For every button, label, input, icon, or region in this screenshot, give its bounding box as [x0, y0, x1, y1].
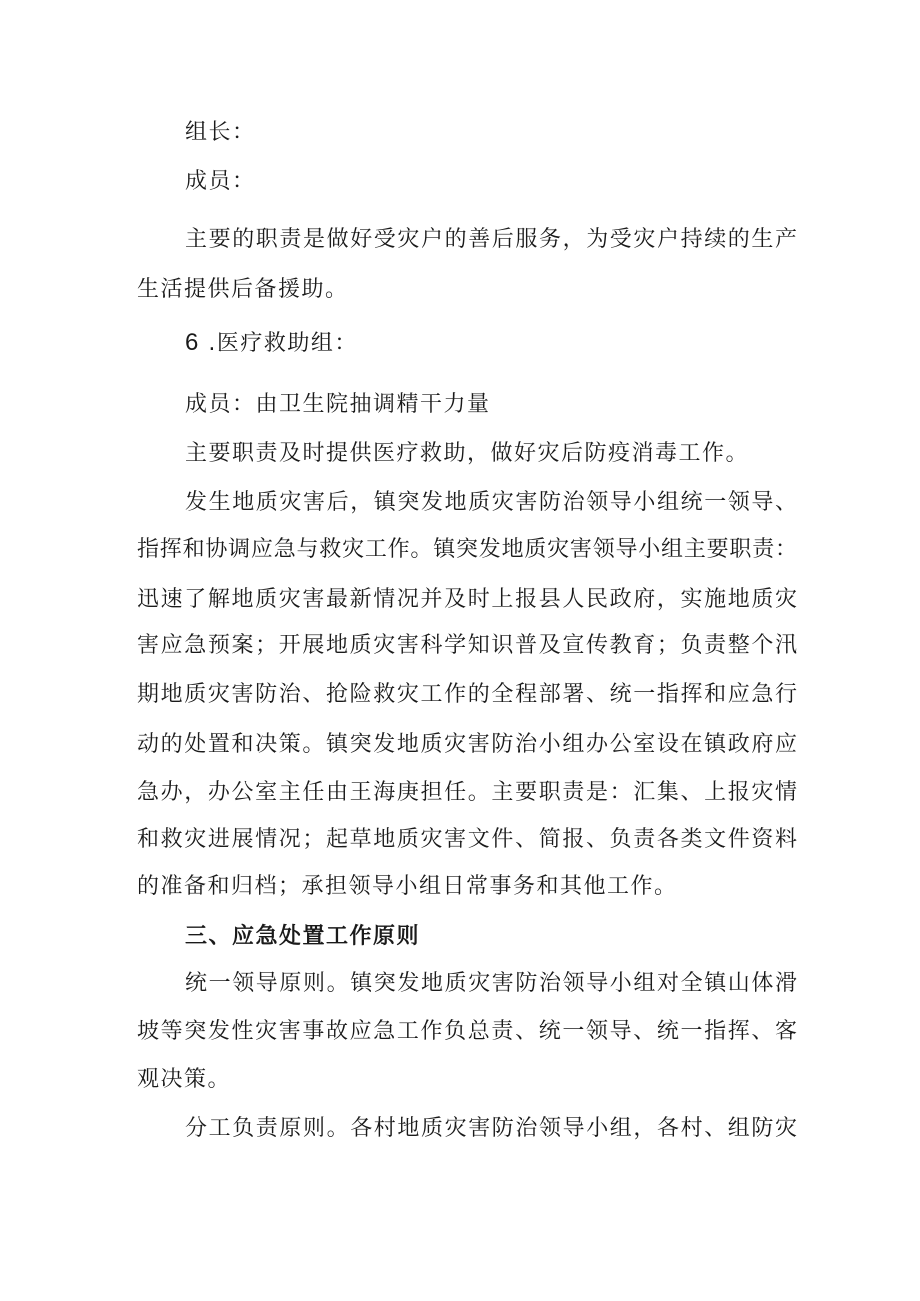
paragraph-line: 指挥和协调应急与救灾工作。镇突发地质灾害领导小组主要职责：	[137, 537, 797, 562]
paragraph-line: 迅速了解地质灾害最新情况并及时上报县人民政府，实施地质灾	[137, 587, 797, 612]
medical-group-heading	[185, 328, 358, 358]
paragraph-line: 生活提供后备援助。	[137, 277, 349, 302]
paragraph-line: 坡等突发性灾害事故应急工作负总责、统一领导、统一指挥、客	[137, 1019, 797, 1044]
paragraph-line: 害应急预案；开展地质灾害科学知识普及宣传教育；负责整个汛	[137, 633, 797, 658]
paragraph-line: 分工负责原则。各村地质灾害防治领导小组，各村、组防灾	[185, 1116, 797, 1141]
paragraph-line: 观决策。	[137, 1067, 232, 1092]
section-heading: 三、应急处置工作原则	[185, 924, 421, 949]
paragraph-line: 和救灾进展情况；起草地质灾害文件、简报、负责各类文件资料	[137, 827, 797, 852]
paragraph-line: 动的处置和决策。镇突发地质灾害防治小组办公室设在镇政府应	[137, 732, 797, 757]
member-label: 成员：	[185, 169, 256, 194]
paragraph-line: 发生地质灾害后，镇突发地质灾害防治领导小组统一领导、	[185, 490, 797, 515]
paragraph-line: 主要的职责是做好受灾户的善后服务，为受灾户持续的生产	[185, 227, 797, 252]
paragraph-line: 的准备和归档；承担领导小组日常事务和其他工作。	[137, 874, 678, 899]
medical-duty: 主要职责及时提供医疗救助，做好灾后防疫消毒工作。	[185, 441, 750, 466]
paragraph-line: 期地质灾害防治、抢险救灾工作的全程部署、统一指挥和应急行	[137, 682, 797, 707]
paragraph-line: 统一领导原则。镇突发地质灾害防治领导小组对全镇山体滑	[185, 971, 797, 996]
item-number: 6	[185, 329, 200, 356]
item-title: .医疗救助组：	[208, 331, 358, 356]
leader-label: 组长：	[185, 120, 256, 145]
medical-members: 成员：由卫生院抽调精干力量	[185, 392, 491, 417]
paragraph-line: 急办，办公室主任由王海庚担任。主要职责是：汇集、上报灾情	[137, 780, 797, 805]
